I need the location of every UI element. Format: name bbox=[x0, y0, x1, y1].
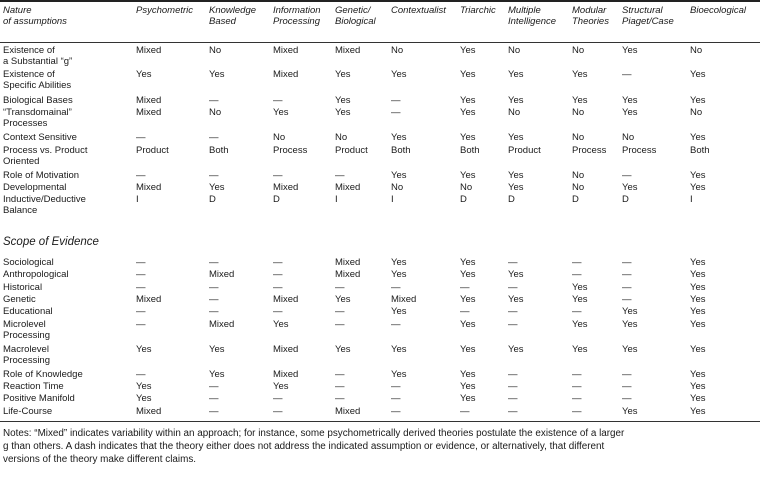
table-cell: Yes bbox=[391, 306, 407, 317]
row-label bbox=[3, 344, 50, 366]
table-cell: Yes bbox=[273, 107, 289, 118]
table-cell: Mixed bbox=[273, 344, 299, 355]
table-cell: Mixed bbox=[273, 294, 299, 305]
column-header-line: Multiple bbox=[508, 5, 541, 16]
notes-line: versions of the theory make different claims. bbox=[3, 454, 197, 465]
table-cell: — bbox=[335, 319, 345, 330]
row-label bbox=[3, 306, 53, 317]
table-cell: — bbox=[391, 381, 401, 392]
table-row bbox=[0, 132, 760, 145]
table-cell: Product bbox=[136, 145, 169, 156]
table-cell: No bbox=[209, 45, 222, 56]
table-notes bbox=[3, 427, 755, 466]
table-cell: — bbox=[136, 269, 146, 280]
table-cell: Yes bbox=[622, 182, 638, 193]
column-header-line: Contextualist bbox=[391, 5, 446, 16]
table-cell: Yes bbox=[690, 406, 706, 417]
notes-line: Notes: “Mixed” indicates variability within an approach; for instance, some psychometrically derived theories postulate the existence of a larger bbox=[3, 428, 625, 439]
table-cell: — bbox=[335, 306, 345, 317]
table-cell: Yes bbox=[391, 369, 407, 380]
column-header bbox=[508, 5, 556, 27]
table-cell: Yes bbox=[391, 132, 407, 143]
table-cell: Mixed bbox=[273, 369, 299, 380]
column-header-line: Structural bbox=[622, 5, 663, 16]
table-cell: D bbox=[460, 194, 467, 205]
table-cell: Yes bbox=[460, 107, 476, 118]
table-cell: Yes bbox=[460, 170, 476, 181]
table-cell: Mixed bbox=[335, 182, 361, 193]
table-cell: — bbox=[273, 406, 283, 417]
table-cell: Yes bbox=[622, 107, 638, 118]
table-cell: Mixed bbox=[136, 182, 162, 193]
table-cell: — bbox=[209, 393, 219, 404]
table-cell: Both bbox=[690, 145, 710, 156]
table-cell: Yes bbox=[572, 282, 588, 293]
table-cell: Yes bbox=[460, 381, 476, 392]
table-row bbox=[0, 344, 760, 366]
table-cell: D bbox=[508, 194, 515, 205]
row-label-line: Processes bbox=[3, 118, 48, 129]
header-nature-line: Nature bbox=[3, 5, 32, 16]
table-cell: Yes bbox=[690, 294, 706, 305]
table-cell: Mixed bbox=[391, 294, 417, 305]
table-cell: — bbox=[209, 381, 219, 392]
row-label-line: Balance bbox=[3, 205, 38, 216]
table-cell: Yes bbox=[690, 369, 706, 380]
table-cell: — bbox=[209, 282, 219, 293]
table-cell: No bbox=[572, 45, 585, 56]
table-cell: Yes bbox=[690, 381, 706, 392]
table-cell: Yes bbox=[508, 269, 524, 280]
header-nature bbox=[3, 5, 67, 27]
row-label bbox=[3, 393, 75, 404]
row-label bbox=[3, 282, 42, 293]
table-cell: — bbox=[273, 257, 283, 268]
table-cell: — bbox=[273, 282, 283, 293]
top-rule bbox=[0, 0, 760, 2]
table-cell: — bbox=[572, 369, 582, 380]
table-cell: — bbox=[508, 319, 518, 330]
table-cell: — bbox=[273, 269, 283, 280]
table-cell: — bbox=[273, 170, 283, 181]
row-label-line: Processing bbox=[3, 355, 50, 366]
table-cell: Yes bbox=[508, 132, 524, 143]
bottom-rule bbox=[0, 421, 760, 422]
table-cell: — bbox=[136, 132, 146, 143]
table-cell: Yes bbox=[460, 369, 476, 380]
table-cell: — bbox=[508, 282, 518, 293]
table-cell: Yes bbox=[572, 294, 588, 305]
header-rule bbox=[0, 42, 760, 43]
table-cell: I bbox=[690, 194, 693, 205]
table-cell: Yes bbox=[460, 45, 476, 56]
table-cell: Yes bbox=[209, 69, 225, 80]
table-cell: Yes bbox=[622, 95, 638, 106]
table-cell: Yes bbox=[508, 69, 524, 80]
table-cell: Yes bbox=[460, 69, 476, 80]
column-header bbox=[622, 5, 674, 27]
table-cell: — bbox=[335, 381, 345, 392]
row-label-line: Oriented bbox=[3, 156, 40, 167]
table-cell: Mixed bbox=[335, 45, 361, 56]
table-cell: D bbox=[572, 194, 579, 205]
column-header-line: Piaget/Case bbox=[622, 16, 674, 27]
header-nature-line: of assumptions bbox=[3, 16, 67, 27]
table-row bbox=[0, 406, 760, 419]
row-label bbox=[3, 107, 72, 129]
table-cell: No bbox=[209, 107, 222, 118]
row-label-line: Genetic bbox=[3, 294, 36, 305]
column-header-line: Theories bbox=[572, 16, 609, 27]
table-cell: — bbox=[622, 170, 632, 181]
row-label bbox=[3, 319, 50, 341]
table-cell: I bbox=[136, 194, 139, 205]
table-row bbox=[0, 145, 760, 167]
table-cell: No bbox=[508, 107, 521, 118]
table-cell: Product bbox=[335, 145, 368, 156]
table-cell: No bbox=[273, 132, 286, 143]
column-header bbox=[391, 5, 446, 16]
row-label bbox=[3, 294, 36, 305]
table-row bbox=[0, 69, 760, 91]
table-cell: Yes bbox=[572, 344, 588, 355]
row-label-line: Existence of bbox=[3, 45, 55, 56]
row-label-line: Processing bbox=[3, 330, 50, 341]
table-cell: Yes bbox=[460, 319, 476, 330]
row-label-line: Positive Manifold bbox=[3, 393, 75, 404]
table-cell: Yes bbox=[690, 132, 706, 143]
table-cell: Yes bbox=[508, 294, 524, 305]
table-cell: D bbox=[622, 194, 629, 205]
table-cell: Yes bbox=[136, 69, 152, 80]
table-cell: — bbox=[209, 132, 219, 143]
table-cell: — bbox=[136, 257, 146, 268]
table-row bbox=[0, 107, 760, 129]
table-cell: — bbox=[460, 306, 470, 317]
column-header-line: Processing bbox=[273, 16, 320, 27]
table-cell: — bbox=[391, 393, 401, 404]
row-label-line: Existence of bbox=[3, 69, 55, 80]
table-cell: Yes bbox=[335, 69, 351, 80]
table-cell: Mixed bbox=[273, 182, 299, 193]
table-cell: No bbox=[572, 107, 585, 118]
column-header-line: Information bbox=[273, 5, 321, 16]
table-row bbox=[0, 306, 760, 319]
table-row bbox=[0, 45, 760, 67]
table-cell: Process bbox=[572, 145, 607, 156]
row-label bbox=[3, 69, 71, 91]
column-header bbox=[136, 5, 193, 16]
table-cell: Mixed bbox=[136, 45, 162, 56]
table-cell: Yes bbox=[209, 369, 225, 380]
table-row bbox=[0, 269, 760, 282]
column-header-line: Psychometric bbox=[136, 5, 194, 16]
row-label-line: Macrolevel bbox=[3, 344, 49, 355]
table-cell: — bbox=[572, 306, 582, 317]
table-cell: Mixed bbox=[335, 257, 361, 268]
column-header-line: Knowledge bbox=[209, 5, 257, 16]
row-label-line: Biological Bases bbox=[3, 95, 73, 106]
table-cell: Yes bbox=[622, 306, 638, 317]
row-label-line: Process vs. Product bbox=[3, 145, 88, 156]
table-cell: Yes bbox=[690, 69, 706, 80]
table-cell: No bbox=[572, 132, 585, 143]
table-cell: — bbox=[335, 369, 345, 380]
table-cell: — bbox=[572, 406, 582, 417]
table-cell: Mixed bbox=[136, 294, 162, 305]
row-label bbox=[3, 45, 72, 67]
table-cell: — bbox=[391, 107, 401, 118]
table-cell: — bbox=[335, 282, 345, 293]
table-cell: I bbox=[391, 194, 394, 205]
column-header-line: Bioecological bbox=[690, 5, 746, 16]
table-cell: Both bbox=[391, 145, 411, 156]
table-cell: No bbox=[622, 132, 635, 143]
row-label-line: Microlevel bbox=[3, 319, 46, 330]
row-label-line: “Transdomainal” bbox=[3, 107, 72, 118]
table-cell: No bbox=[391, 182, 404, 193]
row-label bbox=[3, 145, 87, 167]
table-cell: — bbox=[460, 282, 470, 293]
table-cell: — bbox=[572, 381, 582, 392]
table-cell: Yes bbox=[460, 257, 476, 268]
table-cell: Yes bbox=[690, 170, 706, 181]
table-cell: Yes bbox=[690, 269, 706, 280]
table-row bbox=[0, 319, 760, 341]
table-cell: No bbox=[690, 107, 703, 118]
table-cell: Process bbox=[273, 145, 308, 156]
notes-line: g than others. A dash indicates that the theory either does not address the indicated assumption or evidence, or alternatively, that different bbox=[3, 441, 605, 452]
table-cell: Mixed bbox=[136, 107, 162, 118]
column-header bbox=[335, 5, 376, 27]
row-label-line: Educational bbox=[3, 306, 53, 317]
table-cell: — bbox=[136, 170, 146, 181]
table-cell: Yes bbox=[622, 406, 638, 417]
table-cell: — bbox=[460, 406, 470, 417]
table-cell: — bbox=[622, 381, 632, 392]
table-cell: — bbox=[273, 95, 283, 106]
table-cell: Yes bbox=[460, 132, 476, 143]
table-cell: Mixed bbox=[335, 269, 361, 280]
table-cell: Both bbox=[209, 145, 229, 156]
column-header-line: Based bbox=[209, 16, 236, 27]
table-cell: Yes bbox=[209, 344, 225, 355]
table-cell: Yes bbox=[508, 170, 524, 181]
table-cell: No bbox=[572, 170, 585, 181]
table-cell: — bbox=[209, 306, 219, 317]
row-label bbox=[3, 381, 64, 392]
table-cell: Yes bbox=[335, 344, 351, 355]
table-cell: Yes bbox=[460, 344, 476, 355]
table-cell: No bbox=[391, 45, 404, 56]
table-cell: — bbox=[335, 393, 345, 404]
column-header bbox=[690, 5, 746, 16]
row-label bbox=[3, 369, 83, 380]
table-cell: — bbox=[572, 257, 582, 268]
table-cell: — bbox=[508, 393, 518, 404]
row-label-line: a Substantial “g” bbox=[3, 56, 73, 67]
scope-section-title: Scope of Evidence bbox=[3, 236, 99, 248]
row-label-line: Context Sensitive bbox=[3, 132, 77, 143]
table-cell: Yes bbox=[335, 294, 351, 305]
column-header bbox=[273, 5, 321, 27]
table-cell: Mixed bbox=[136, 406, 162, 417]
table-cell: Yes bbox=[391, 269, 407, 280]
table-cell: — bbox=[273, 393, 283, 404]
table-cell: No bbox=[335, 132, 348, 143]
table-cell: — bbox=[622, 282, 632, 293]
table-cell: — bbox=[391, 282, 401, 293]
table-cell: Yes bbox=[209, 182, 225, 193]
row-label bbox=[3, 170, 79, 181]
table-cell: Yes bbox=[690, 344, 706, 355]
row-label bbox=[3, 269, 69, 280]
row-label-line: Reaction Time bbox=[3, 381, 64, 392]
table-cell: Yes bbox=[460, 95, 476, 106]
table-cell: Yes bbox=[136, 381, 152, 392]
table-cell: Yes bbox=[460, 269, 476, 280]
table-cell: Yes bbox=[690, 393, 706, 404]
table-cell: Yes bbox=[690, 282, 706, 293]
table-cell: Mixed bbox=[335, 406, 361, 417]
table-cell: Yes bbox=[572, 69, 588, 80]
table-cell: Yes bbox=[508, 344, 524, 355]
table-cell: — bbox=[273, 306, 283, 317]
table-cell: Yes bbox=[391, 69, 407, 80]
table-cell: D bbox=[273, 194, 280, 205]
table-cell: Yes bbox=[622, 319, 638, 330]
table-cell: Yes bbox=[391, 344, 407, 355]
table-cell: Yes bbox=[136, 344, 152, 355]
table-cell: — bbox=[622, 393, 632, 404]
table-cell: Yes bbox=[622, 45, 638, 56]
row-label-line: Specific Abilities bbox=[3, 80, 72, 91]
table-cell: — bbox=[508, 406, 518, 417]
table-cell: — bbox=[209, 294, 219, 305]
column-header bbox=[209, 5, 256, 27]
column-header bbox=[460, 5, 496, 16]
table-cell: Yes bbox=[508, 95, 524, 106]
table-cell: — bbox=[572, 393, 582, 404]
row-label bbox=[3, 132, 77, 143]
column-header-line: Biological bbox=[335, 16, 376, 27]
table-cell: Yes bbox=[335, 107, 351, 118]
row-label-line: Developmental bbox=[3, 182, 67, 193]
table-cell: — bbox=[572, 269, 582, 280]
table-cell: D bbox=[209, 194, 216, 205]
table-cell: Process bbox=[622, 145, 657, 156]
table-cell: — bbox=[136, 306, 146, 317]
row-label bbox=[3, 257, 54, 268]
column-header-line: Modular bbox=[572, 5, 607, 16]
table-cell: Yes bbox=[391, 170, 407, 181]
row-label-line: Anthropological bbox=[3, 269, 69, 280]
table-cell: Yes bbox=[572, 319, 588, 330]
table-cell: — bbox=[209, 257, 219, 268]
table-cell: — bbox=[209, 406, 219, 417]
table-row bbox=[0, 194, 760, 216]
row-label bbox=[3, 194, 86, 216]
row-label-line: Role of Motivation bbox=[3, 170, 80, 181]
table-cell: — bbox=[508, 381, 518, 392]
column-header bbox=[572, 5, 609, 27]
row-label-line: Sociological bbox=[3, 257, 54, 268]
table-cell: — bbox=[209, 95, 219, 106]
row-label-line: Historical bbox=[3, 282, 43, 293]
table-cell: Mixed bbox=[136, 95, 162, 106]
table-cell: Yes bbox=[622, 344, 638, 355]
table-cell: Yes bbox=[335, 95, 351, 106]
table-cell: Mixed bbox=[209, 269, 235, 280]
table-cell: — bbox=[209, 170, 219, 181]
table-cell: — bbox=[508, 369, 518, 380]
table-cell: Mixed bbox=[209, 319, 235, 330]
table-cell: — bbox=[508, 306, 518, 317]
row-label-line: Role of Knowledge bbox=[3, 369, 83, 380]
table-cell: — bbox=[622, 294, 632, 305]
table-cell: — bbox=[136, 282, 146, 293]
table-cell: — bbox=[136, 319, 146, 330]
table-cell: Yes bbox=[690, 306, 706, 317]
table-cell: — bbox=[622, 269, 632, 280]
table-cell: Yes bbox=[391, 257, 407, 268]
table-cell: Yes bbox=[273, 319, 289, 330]
table-cell: — bbox=[622, 69, 632, 80]
table-cell: Product bbox=[508, 145, 541, 156]
table-cell: — bbox=[622, 369, 632, 380]
table-cell: Both bbox=[460, 145, 480, 156]
row-label-line: Inductive/Deductive bbox=[3, 194, 86, 205]
table-cell: Yes bbox=[460, 294, 476, 305]
row-label bbox=[3, 406, 52, 417]
table-cell: Yes bbox=[690, 182, 706, 193]
table-cell: No bbox=[572, 182, 585, 193]
column-header-line: Intelligence bbox=[508, 16, 557, 27]
table-cell: — bbox=[335, 170, 345, 181]
table-cell: — bbox=[622, 257, 632, 268]
table-cell: Yes bbox=[690, 319, 706, 330]
row-label-line: Life-Course bbox=[3, 406, 53, 417]
table-cell: No bbox=[690, 45, 703, 56]
table-cell: No bbox=[460, 182, 473, 193]
row-label bbox=[3, 95, 73, 106]
table-cell: Yes bbox=[273, 381, 289, 392]
table-cell: Yes bbox=[508, 182, 524, 193]
table-cell: Yes bbox=[572, 95, 588, 106]
table-cell: Yes bbox=[690, 257, 706, 268]
table-cell: Yes bbox=[460, 393, 476, 404]
table-cell: — bbox=[136, 369, 146, 380]
column-header-line: Triarchic bbox=[460, 5, 496, 16]
table-cell: — bbox=[508, 257, 518, 268]
table-cell: — bbox=[391, 406, 401, 417]
table-cell: Yes bbox=[136, 393, 152, 404]
table-row bbox=[0, 393, 760, 406]
table-cell: I bbox=[335, 194, 338, 205]
table-cell: No bbox=[508, 45, 521, 56]
table-cell: — bbox=[391, 95, 401, 106]
table-cell: Yes bbox=[690, 95, 706, 106]
row-label bbox=[3, 182, 66, 193]
column-header-line: Genetic/ bbox=[335, 5, 371, 16]
table-cell: Mixed bbox=[273, 45, 299, 56]
table-cell: Mixed bbox=[273, 69, 299, 80]
table-cell: — bbox=[391, 319, 401, 330]
